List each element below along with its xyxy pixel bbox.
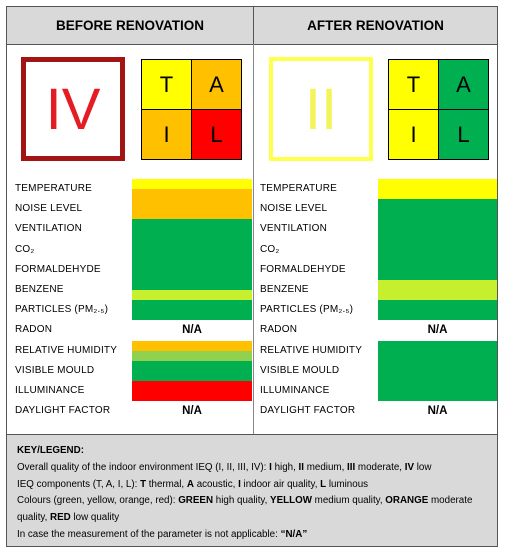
param-na-after-radon: N/A (378, 320, 497, 340)
grid-before-cell-a: A (192, 60, 241, 109)
param-bar-before-formaldehyde (132, 260, 252, 280)
param-na-before-radon: N/A (132, 320, 252, 340)
grid-after-cell-t: T (389, 60, 438, 109)
grid-after-cell-i: I (389, 110, 438, 159)
param-label-after-benzene: BENZENE (260, 284, 309, 295)
param-label-after-noise-level: NOISE LEVEL (260, 203, 328, 215)
grid-before-cell-l: L (192, 110, 241, 159)
grid-before-cell-i: I (142, 110, 191, 159)
legend-title: KEY/LEGEND: (17, 445, 84, 456)
param-label-before-illuminance: ILLUMINANCE (15, 385, 85, 396)
param-label-before-temperature: TEMPERATURE (15, 183, 93, 194)
legend-line-colours: Colours (green, yellow, orange, red): GREEN high quality, YELLOW medium quality, ORANGE moderate quality, RED low quality (17, 495, 473, 524)
param-label-before-noise-level: NOISE LEVEL (15, 203, 83, 215)
legend-line-ieq-classes: Overall quality of the indoor environment IEQ (I, II, III, IV): I high, II medium, III moderate, IV low (17, 461, 432, 473)
param-label-after-particles-pm: PARTICLES (PM₂.₅) (260, 304, 354, 316)
param-bar-before-relative-humidity (132, 351, 252, 361)
param-bar-before-particles-pm (132, 300, 252, 320)
grid-before-cell-t: T (142, 60, 191, 109)
param-bar-after-particles-pm (378, 300, 497, 320)
param-na-after-daylight-factor: N/A (378, 401, 497, 421)
legend-line-na: In case the measurement of the parameter is not applicable: “N/A” (17, 528, 308, 540)
grid-after-cell-a: A (439, 60, 488, 109)
param-bar-before-benzene (132, 280, 252, 290)
param-bar-after-relative-humidity (378, 341, 497, 361)
param-bar-before-ventilation (132, 219, 252, 239)
param-label-before-ventilation: VENTILATION (15, 223, 83, 235)
param-label-after-temperature: TEMPERATURE (260, 183, 338, 194)
legend-line-components: IEQ components (T, A, I, L): T thermal, A acoustic, I indoor air quality, L luminous (17, 478, 369, 490)
param-bar-after-visible-mould (378, 361, 497, 381)
column-divider (253, 44, 254, 434)
param-label-before-formaldehyde: FORMALDEHYDE (15, 263, 101, 275)
grid-after-cell-l: L (439, 110, 488, 159)
param-bar-after-benzene (378, 280, 497, 300)
param-label-after-visible-mould: VISIBLE MOULD (260, 364, 340, 376)
param-label-after-daylight-factor: DAYLIGHT FACTOR (260, 405, 356, 417)
ieq-class-before-box: IV (21, 57, 125, 161)
param-label-before-benzene: BENZENE (15, 284, 64, 295)
param-label-before-relative-humidity: RELATIVE HUMIDITY (15, 344, 118, 356)
param-bar-before-benzene (132, 290, 252, 300)
param-bar-after-noise-level (378, 199, 497, 219)
before-renovation-header: BEFORE RENOVATION (7, 7, 254, 45)
after-renovation-header: AFTER RENOVATION (254, 7, 497, 45)
param-bar-before-noise-level (132, 199, 252, 219)
param-label-after-formaldehyde: FORMALDEHYDE (260, 263, 346, 275)
param-label-after-relative-humidity: RELATIVE HUMIDITY (260, 344, 363, 356)
param-label-before-particles-pm: PARTICLES (PM₂.₅) (15, 304, 109, 316)
param-na-before-daylight-factor: N/A (132, 401, 252, 421)
param-bar-after-co (378, 240, 497, 260)
param-bar-after-temperature (378, 179, 497, 199)
param-bar-after-ventilation (378, 219, 497, 239)
param-label-before-co: CO₂ (15, 243, 35, 255)
param-bar-after-illuminance (378, 381, 497, 401)
param-bar-before-temperature (132, 189, 252, 199)
param-label-before-visible-mould: VISIBLE MOULD (15, 364, 95, 376)
param-bar-after-formaldehyde (378, 260, 497, 280)
taIl-grid-after (388, 59, 489, 160)
param-label-before-radon: RADON (15, 324, 53, 336)
ieq-class-after-box: II (269, 57, 373, 161)
param-bar-before-relative-humidity (132, 341, 252, 351)
param-label-after-ventilation: VENTILATION (260, 223, 328, 235)
legend-box (7, 434, 497, 546)
param-label-before-daylight-factor: DAYLIGHT FACTOR (15, 405, 111, 417)
param-bar-before-temperature (132, 179, 252, 189)
param-label-after-radon: RADON (260, 324, 298, 336)
param-bar-before-illuminance (132, 381, 252, 401)
ieq-comparison-panel (6, 6, 498, 547)
param-bar-before-visible-mould (132, 361, 252, 381)
param-bar-before-co (132, 240, 252, 260)
param-label-after-co: CO₂ (260, 243, 280, 255)
taIl-grid-before (141, 59, 242, 160)
param-label-after-illuminance: ILLUMINANCE (260, 385, 330, 396)
